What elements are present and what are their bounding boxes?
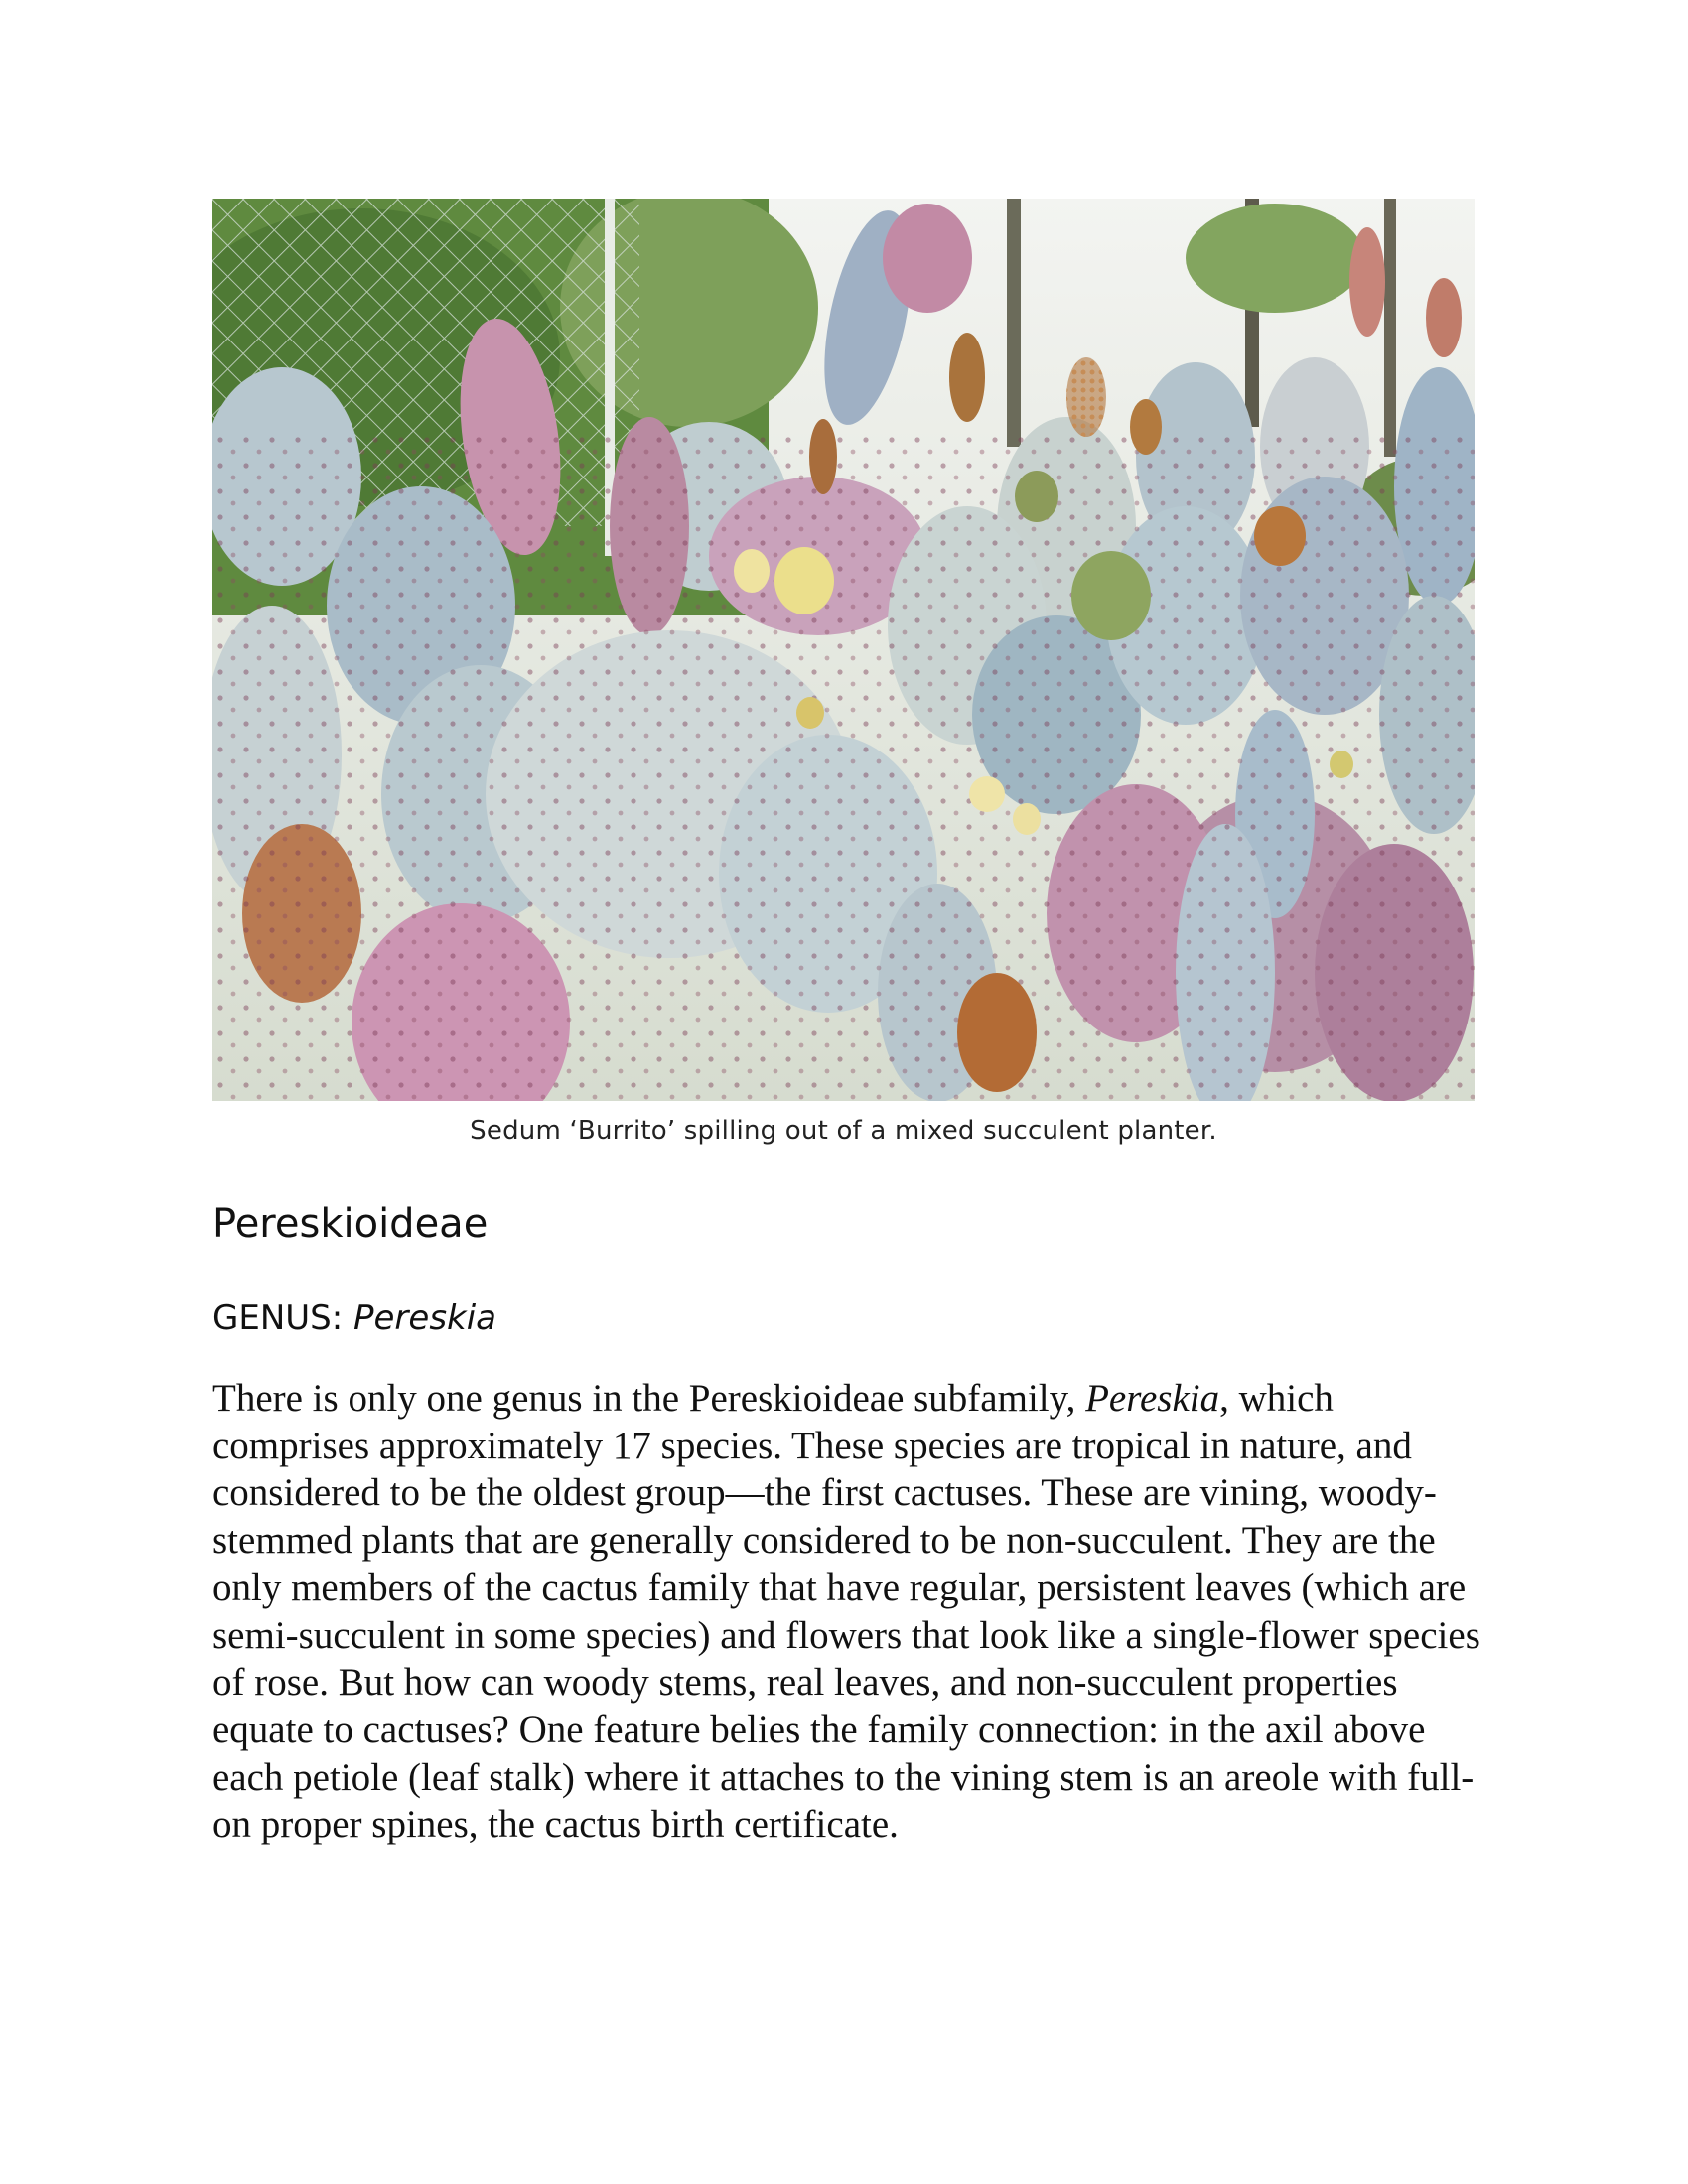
body-italic-genus: Pereskia: [1085, 1377, 1220, 1420]
figure-caption: Sedum ‘Burrito’ spilling out of a mixed succulent planter.: [470, 1116, 1217, 1146]
prickly-pear-illustration: [212, 199, 1475, 1101]
genus-separator: :: [331, 1298, 353, 1338]
body-paragraph: [212, 1375, 1493, 1848]
cactus-photo: [212, 199, 1475, 1101]
genus-name: Pereskia: [353, 1298, 497, 1338]
genus-label: GENUS: [212, 1298, 332, 1338]
genus-line: [212, 1298, 496, 1338]
body-text-part-1: There is only one genus in the Pereskioideae subfamily,: [212, 1377, 1086, 1420]
section-heading: Pereskioideae: [212, 1201, 489, 1247]
body-text-part-2: , which comprises approximately 17 species. These species are tropical in nature, and considered to be the oldest group—the first cactuses. These are vining, woody-stemmed plants that are generally considered to be non-succulent. They are the only members of the cactus family that have regular, persistent leaves (which are semi-succulent in some species) and flowers that look like a single-flower species of rose. But how can woody stems, real leaves, and non-succulent properties equate to cactuses? One feature belies the family connection: in the axil above each petiole (leaf stalk) where it attaches to the vining stem is an areole with full-on proper spines, the cactus birth certificate.: [212, 1377, 1480, 1846]
